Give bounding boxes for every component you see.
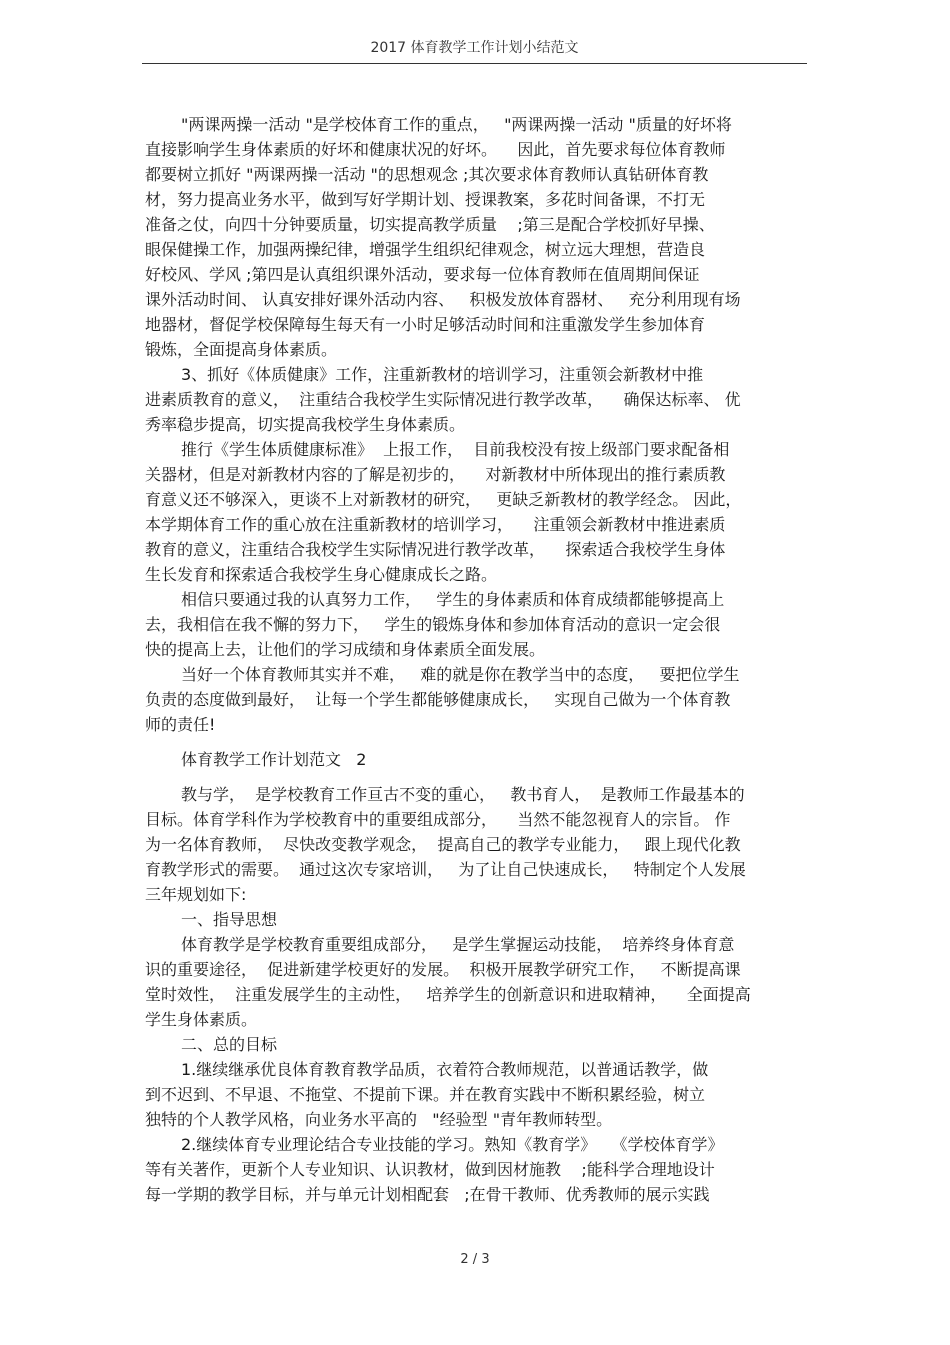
text-line: 识的重要途径， 促进新建学校更好的发展。 积极开展教学研究工作， 不断提高课 xyxy=(145,960,741,979)
text-line: 直接影响学生身体素质的好坏和健康状况的好坏。 因此，首先要求每位体育教师 xyxy=(145,140,726,159)
text-line: 都要树立抓好 "两课两操一活动 "的思想观念 ;其次要求体育教师认真钻研体育教 xyxy=(145,165,709,184)
text-line: 3、抓好《体质健康》工作，注重新教材的培训学习，注重领会新教材中推 xyxy=(181,365,704,384)
text-line: 育教学形式的需要。 通过这次专家培训， 为了让自己快速成长， 特制定个人发展 xyxy=(145,860,746,879)
text-line: 眼保健操工作，加强两操纪律，增强学生组织纪律观念，树立远大理想，营造良 xyxy=(145,240,706,259)
text-line: 育意义还不够深入，更谈不上对新教材的研究， 更缺乏新教材的教学经念。 因此， xyxy=(145,490,742,509)
text-line: 2.继续体育专业理论结合专业技能的学习。熟知《教育学》 《学校体育学》 xyxy=(181,1135,724,1154)
text-line: 师的责任! xyxy=(145,715,216,734)
text-line: 好校风、学风 ;第四是认真组织课外活动，要求每一位体育教师在值周期间保证 xyxy=(145,265,700,284)
text-line: 锻炼，全面提高身体素质。 xyxy=(145,340,338,359)
text-line: 关器材，但是对新教材内容的了解是初步的， 对新教材中所体现出的推行素质教 xyxy=(145,465,726,484)
document-body xyxy=(145,112,805,1207)
text-line: 负责的态度做到最好， 让每一个学生都能够健康成长， 实现自己做为一个体育教 xyxy=(145,690,731,709)
text-line: 课外活动时间、 认真安排好课外活动内容、 积极发放体育器材、 充分利用现有场 xyxy=(145,290,741,309)
text-line: 每一学期的教学目标，并与单元计划相配套 ;在骨干教师、优秀教师的展示实践 xyxy=(145,1185,710,1204)
text-line: 相信只要通过我的认真努力工作， 学生的身体素质和体育成绩都能够提高上 xyxy=(181,590,725,609)
text-line: 教与学， 是学校教育工作亘古不变的重心， 教书育人， 是教师工作最基本的 xyxy=(181,785,745,804)
text-line: 学生身体素质。 xyxy=(145,1010,258,1029)
text-line: 1.继续继承优良体育教育教学品质，衣着符合教师规范，以普通话教学，做 xyxy=(181,1060,709,1079)
section-heading: 体育教学工作计划范文 2 xyxy=(181,750,367,769)
text-line: 快的提高上去，让他们的学习成绩和身体素质全面发展。 xyxy=(145,640,546,659)
text-line: 生长发育和探索适合我校学生身心健康成长之路。 xyxy=(145,565,498,584)
text-line: 本学期体育工作的重心放在注重新教材的培训学习， 注重领会新教材中推进素质 xyxy=(145,515,726,534)
text-line: 材，努力提高业务水平，做到写好学期计划、授课教案，多花时间备课，不打无 xyxy=(145,190,706,209)
text-line: 堂时效性， 注重发展学生的主动性， 培养学生的创新意识和进取精神， 全面提高 xyxy=(145,985,751,1004)
text-line: 进素质教育的意义， 注重结合我校学生实际情况进行教学改革， 确保达标率、 优 xyxy=(145,390,741,409)
text-line: 独特的个人教学风格，向业务水平高的 "经验型 "青年教师转型。 xyxy=(145,1110,613,1129)
text-line: 等有关著作，更新个人专业知识、认识教材，做到因材施教 ;能科学合理地设计 xyxy=(145,1160,715,1179)
page-header-title: 2017 体育教学工作计划小结范文 xyxy=(370,40,579,56)
text-line: 一、指导思想 xyxy=(181,910,278,929)
text-line: 三年规划如下: xyxy=(145,885,247,904)
text-line: 地器材，督促学校保障每生每天有一小时足够活动时间和注重激发学生参加体育 xyxy=(145,315,706,334)
text-line: 目标。体育学科作为学校教育中的重要组成部分， 当然不能忽视育人的宗旨。 作 xyxy=(145,810,731,829)
page-number: 2 / 3 xyxy=(460,1252,490,1267)
text-line: 到不迟到、不早退、不拖堂、不提前下课。并在教育实践中不断积累经验，树立 xyxy=(145,1085,706,1104)
text-line: 体育教学是学校教育重要组成部分， 是学生掌握运动技能， 培养终身体育意 xyxy=(181,935,735,954)
header-divider xyxy=(142,63,807,64)
text-line: "两课两操一活动 "是学校体育工作的重点， "两课两操一活动 "质量的好坏将 xyxy=(181,115,732,134)
text-line: 推行《学生体质健康标准》 上报工作， 目前我校没有按上级部门要求配备相 xyxy=(181,440,730,459)
text-line: 去，我相信在我不懈的努力下， 学生的锻炼身体和参加体育活动的意识一定会很 xyxy=(145,615,721,634)
text-line: 二、总的目标 xyxy=(181,1035,278,1054)
text-line: 准备之仗，向四十分钟要质量，切实提高教学质量 ;第三是配合学校抓好早操、 xyxy=(145,215,715,234)
text-line: 教育的意义，注重结合我校学生实际情况进行教学改革， 探索适合我校学生身体 xyxy=(145,540,726,559)
text-line: 为一名体育教师， 尽快改变教学观念， 提高自己的教学专业能力， 跟上现代化教 xyxy=(145,835,741,854)
text-line: 秀率稳步提高，切实提高我校学生身体素质。 xyxy=(145,415,466,434)
text-line: 当好一个体育教师其实并不难， 难的就是你在教学当中的态度， 要把位学生 xyxy=(181,665,740,684)
